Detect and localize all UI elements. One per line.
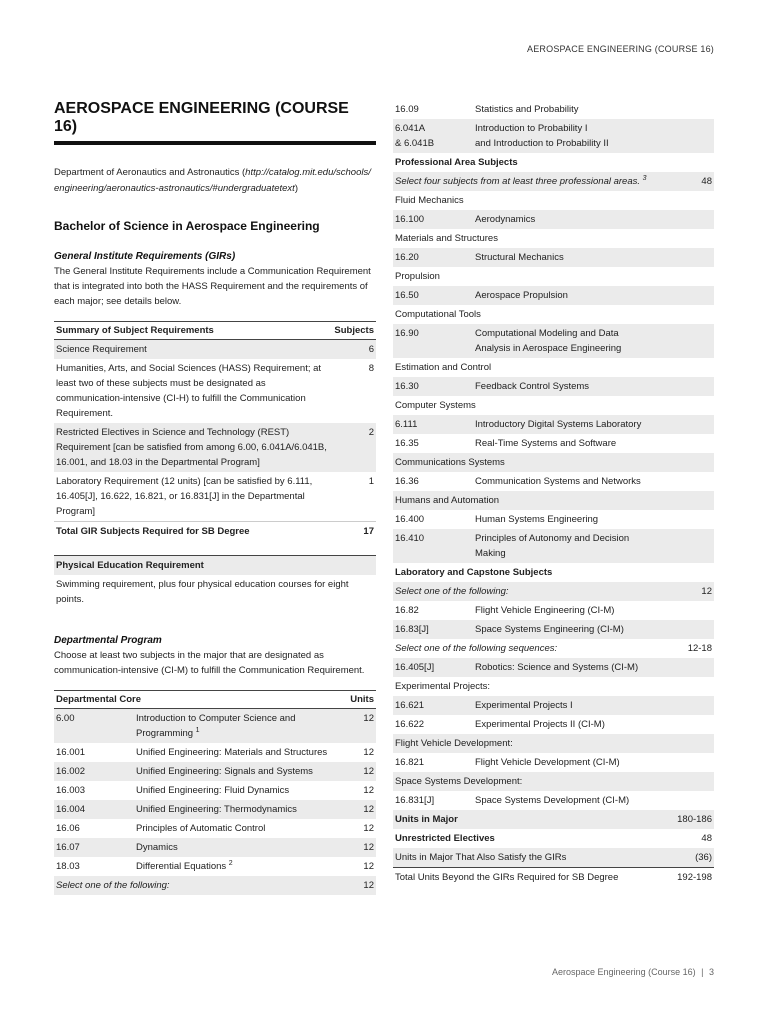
subject-units: 12 [348,709,376,744]
area-row [393,358,714,377]
department-link[interactable]: http://catalog.mit.edu/schools/engineering/aeronautics-astronautics/#undergraduatetext [54,167,371,194]
subject-title: Differential Equations [136,861,227,872]
right-column [393,100,714,887]
pe-text: Swimming requirement, plus four physical education courses for eight points. [56,579,349,605]
page-footer [552,967,714,977]
footnote-marker: 2 [228,859,233,867]
table-row [54,423,376,472]
core-table-header-units: Units [348,691,376,709]
subject-number: 16.003 [56,785,86,796]
subject-title: Aerospace Propulsion [473,286,658,305]
area-row [393,267,714,286]
page-title: AEROSPACE ENGINEERING (COURSE 16) [54,100,376,145]
sequence-label-row [393,677,714,696]
total-units-value: 192-198 [658,868,714,888]
girs-heading: General Institute Requirements (GIRs) [54,251,236,262]
gir-total-label: Total GIR Subjects Required for SB Degree [54,522,332,542]
gir-row-label: Humanities, Arts, and Social Sciences (HASS) Requirement; at least two of these subjects must be designated as communication-intensive (CI-H) to fulfill the Communication Requirement. [56,363,322,419]
subject-units: 12 [348,762,376,781]
gir-table-header-subjects: Subjects [332,322,376,340]
subject-title: Space Systems Development (CI-M) [475,795,630,806]
area-row [393,191,714,210]
department-prefix: Department of Aeronautics and Astronautics ( [54,167,246,178]
table-row [393,415,714,434]
departmental-program-description: Choose at least two subjects in the major that are designated as communication-intensive (CI-M) to fulfill the Communication Requirement. [54,650,365,676]
gir-row-value: 2 [332,423,376,472]
footnote-marker: 1 [195,726,200,734]
table-row [54,876,376,895]
table-row [54,709,376,744]
subject-title: Space Systems Engineering (CI-M) [473,620,658,639]
area-name: Propulsion [395,271,440,282]
select-label: Select one of the following: [393,582,658,601]
table-row [54,472,376,522]
gir-table-header-label: Summary of Subject Requirements [54,322,332,340]
area-row [393,396,714,415]
professional-area-heading: Professional Area Subjects [395,157,518,168]
units-major-row [393,810,714,829]
subject-units: 12 [363,861,374,872]
subject-number: 16.405[J] [393,658,473,677]
select-units: 12 [348,876,376,895]
subject-title-cell [134,709,348,744]
department-suffix: ) [294,183,298,194]
section-heading-row [393,153,714,172]
subject-number: 16.001 [56,747,86,758]
pe-requirement-table [54,555,376,609]
area-row [393,453,714,472]
section-heading-row [393,563,714,582]
area-row [393,491,714,510]
area-name: Communications Systems [393,453,714,472]
gir-total-value: 17 [332,522,376,542]
subject-title: Flight Vehicle Engineering (CI-M) [475,605,615,616]
pe-heading: Physical Education Requirement [54,556,376,576]
table-row [393,472,714,491]
table-row [393,119,714,153]
table-row [393,696,714,715]
subject-title: Experimental Projects I [473,696,658,715]
select-label: Select one of the following sequences: [395,643,558,654]
sequence-label: Experimental Projects: [395,681,491,692]
units-major-label: Units in Major [393,810,658,829]
subject-number: 16.83[J] [393,620,473,639]
table-row [393,377,714,396]
footer-title: Aerospace Engineering (Course 16) [552,967,696,977]
table-row [393,510,714,529]
subject-title: Statistics and Probability [475,104,579,115]
subject-title: Communication Systems and Networks [475,476,641,487]
table-row [393,639,714,658]
sequence-label-row [393,734,714,753]
subject-number: 16.410 [393,529,473,563]
table-row [393,248,714,267]
subject-number: 6.00 [54,709,134,744]
subject-number: 16.004 [54,800,134,819]
subject-title: Unified Engineering: Fluid Dynamics [136,785,290,796]
subject-title: Real-Time Systems and Software [475,438,617,449]
subject-title: Computational Modeling and Data Analysis in Aerospace Engineering [473,324,658,358]
subject-title: Introduction to Probability I and Introduction to Probability II [473,119,658,153]
unrestricted-label: Unrestricted Electives [395,833,495,844]
subject-number: 16.622 [395,719,425,730]
gir-total-row [54,522,376,542]
subject-title: Aerodynamics [473,210,658,229]
sequence-label: Space Systems Development: [393,772,714,791]
subject-title: Experimental Projects II (CI-M) [475,719,605,730]
subject-number: 6.111 [393,415,473,434]
subject-title: Structural Mechanics [473,248,658,267]
table-row [393,324,714,358]
departmental-program-heading: Departmental Program [54,635,162,646]
lab-capstone-heading: Laboratory and Capstone Subjects [395,567,553,578]
footnote-marker: 3 [642,174,647,182]
subject-title-cell [134,857,348,876]
area-name: Humans and Automation [393,491,714,510]
subject-number: 16.09 [395,104,419,115]
select-units: 12-18 [687,643,712,654]
units-girs-value: (36) [658,848,714,868]
subject-number: 16.90 [393,324,473,358]
total-units-row [393,868,714,888]
subject-units: 12 [363,747,374,758]
area-name: Estimation and Control [395,362,492,373]
table-row [393,434,714,453]
subject-number: 16.06 [56,823,80,834]
subject-title: Unified Engineering: Signals and Systems [134,762,348,781]
subject-number: 16.36 [395,476,419,487]
area-name: Fluid Mechanics [395,195,464,206]
table-row [393,715,714,734]
gir-row-label: Science Requirement [54,340,332,360]
select-units: 48 [658,172,714,191]
sequence-label: Flight Vehicle Development: [393,734,714,753]
subject-number: 16.100 [393,210,473,229]
subject-title: Feedback Control Systems [473,377,658,396]
subject-number: 16.821 [395,757,425,768]
subject-number: 16.50 [393,286,473,305]
gir-row-value: 6 [332,340,376,360]
table-row [54,781,376,800]
units-major-value: 180-186 [658,810,714,829]
subject-number: 16.002 [54,762,134,781]
area-row [393,229,714,248]
subject-number: 16.30 [393,377,473,396]
gir-row-label: Restricted Electives in Science and Technology (REST) Requirement [can be satisfied from among 6.00, 6.041A/6.041B, 16.001, and 18.03 in the Departmental Program] [54,423,332,472]
table-row [393,658,714,677]
subject-title: Unified Engineering: Thermodynamics [134,800,348,819]
subject-title: Principles of Automatic Control [136,823,266,834]
subject-title: Introduction to Computer Science and Programming [136,713,296,739]
units-girs-row [393,848,714,868]
subject-number: 16.400 [395,514,425,525]
gir-row-label: Laboratory Requirement (12 units) [can be satisfied by 6.111, 16.405[J], 16.622, 16.821, or 16.831[J] in the Departmental Program] [56,476,313,517]
table-row [393,286,714,305]
subject-title: Introductory Digital Systems Laboratory [473,415,658,434]
subject-units: 12 [363,785,374,796]
subject-units: 12 [363,823,374,834]
table-row [393,791,714,810]
continued-requirements-table [393,100,714,887]
subject-number: 16.82 [395,605,419,616]
table-row [393,210,714,229]
area-name: Computer Systems [395,400,476,411]
table-row [393,620,714,639]
subject-number: 16.621 [393,696,473,715]
table-row [54,838,376,857]
total-units-label: Total Units Beyond the GIRs Required for SB Degree [393,868,658,888]
select-units: 12 [658,582,714,601]
table-row [54,857,376,876]
sequence-label-row [393,772,714,791]
subject-number: 16.35 [395,438,419,449]
unrestricted-row [393,829,714,848]
left-column [54,100,376,895]
subject-title: Unified Engineering: Materials and Structures [136,747,328,758]
unrestricted-value: 48 [701,833,712,844]
units-girs-label: Units in Major That Also Satisfy the GIRs [393,848,658,868]
table-row [54,819,376,838]
footer-separator: | [701,967,704,977]
departmental-core-table [54,690,376,895]
gir-summary-table [54,321,376,541]
select-label: Select one of the following: [54,876,348,895]
table-row [393,601,714,620]
gir-row-value: 8 [368,363,374,374]
department-line [54,165,376,197]
area-row [393,305,714,324]
subject-title: Human Systems Engineering [475,514,599,525]
gir-row-value: 1 [368,476,374,487]
table-row [54,762,376,781]
running-head: AEROSPACE ENGINEERING (COURSE 16) [527,44,714,54]
table-row [393,753,714,772]
table-row [54,800,376,819]
subject-title: Robotics: Science and Systems (CI-M) [473,658,658,677]
select-label: Select four subjects from at least three professional areas. $^3$ [393,172,658,191]
table-row [393,529,714,563]
table-row [54,359,376,423]
subject-number: 18.03 [56,861,80,872]
table-row [393,172,714,191]
subject-units: 12 [348,800,376,819]
area-name: Materials and Structures [395,233,498,244]
degree-heading: Bachelor of Science in Aerospace Engineering [54,219,320,233]
subject-title: Flight Vehicle Development (CI-M) [475,757,620,768]
girs-description: The General Institute Requirements include a Communication Requirement that is integrated into both the HASS Requirement and the requirements of each major; see details below. [54,266,371,307]
table-row [54,340,376,360]
table-row [393,582,714,601]
table-row [393,100,714,119]
core-table-header: Departmental Core [54,691,348,709]
page-number: 3 [708,967,714,977]
subject-number: 6.041A & 6.041B [393,119,473,153]
subject-units: 12 [348,838,376,857]
subject-number: 16.20 [393,248,473,267]
subject-number: 16.831[J] [395,795,435,806]
area-name: Computational Tools [395,309,481,320]
subject-number: 16.07 [54,838,134,857]
subject-title: Principles of Autonomy and Decision Making [473,529,658,563]
subject-title: Dynamics [134,838,348,857]
table-row [54,743,376,762]
